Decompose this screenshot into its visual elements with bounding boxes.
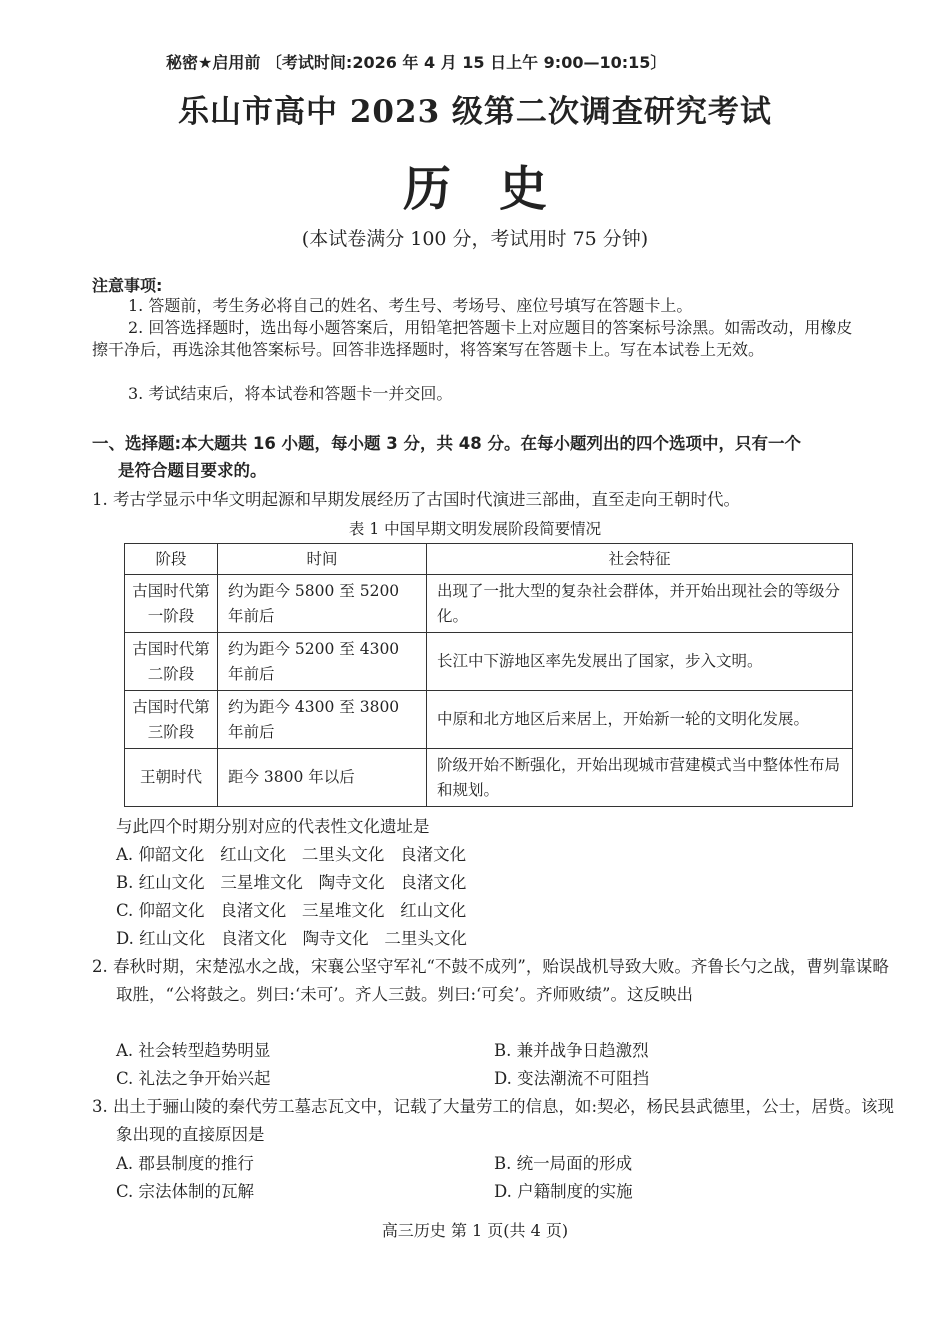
q3-option-a: A. 郡县制度的推行	[116, 1154, 254, 1173]
q2-stem: 2. 春秋时期，宋楚泓水之战，宋襄公坚守军礼“不鼓不成列”，贻误战机导致大败。齐鲁长勺之战，曹刿靠谋略取胜，“公将鼓之。刿曰:‘未可’。齐人三鼓。刿曰:‘可矣’。齐师败绩”。这反映出	[92, 957, 889, 1004]
table-row	[125, 633, 853, 691]
q1-stem: 1. 考古学显示中华文明起源和早期发展经历了古国时代演进三部曲，直至走向王朝时代。	[92, 490, 740, 509]
table-header-stage: 阶段	[125, 544, 218, 575]
q2-option-a: A. 社会转型趋势明显	[116, 1041, 271, 1060]
table-cell-time: 约为距今 4300 至 3800 年前后	[218, 691, 427, 749]
note-item-1: 1. 答题前，考生务必将自己的姓名、考生号、考场号、座位号填写在答题卡上。	[128, 296, 693, 315]
q1-option-d: D. 红山文化 良渚文化 陶寺文化 二里头文化	[116, 929, 467, 948]
table-cell-stage: 王朝时代	[125, 749, 218, 807]
table-row	[125, 575, 853, 633]
section-heading	[92, 430, 872, 484]
subject-title: 历史	[402, 161, 595, 217]
table-cell-time: 约为距今 5800 至 5200 年前后	[218, 575, 427, 633]
table-cell-feature: 阶级开始不断强化，开始出现城市营建模式当中整体性布局和规划。	[427, 749, 853, 807]
table-row	[125, 749, 853, 807]
q1-option-b: B. 红山文化 三星堆文化 陶寺文化 良渚文化	[116, 873, 467, 892]
table-cell-time: 距今 3800 年以后	[218, 749, 427, 807]
table-cell-feature: 出现了一批大型的复杂社会群体，并开始出现社会的等级分化。	[427, 575, 853, 633]
table-cell-feature: 中原和北方地区后来居上，开始新一轮的文明化发展。	[427, 691, 853, 749]
table-cell-time: 约为距今 5200 至 4300 年前后	[218, 633, 427, 691]
table-cell-stage: 古国时代第三阶段	[125, 691, 218, 749]
stages-table	[124, 543, 853, 807]
q2-option-c: C. 礼法之争开始兴起	[116, 1069, 271, 1088]
q2-option-d: D. 变法潮流不可阻挡	[494, 1069, 650, 1088]
exam-title: 乐山市高中 2023 级第二次调查研究考试	[178, 94, 772, 130]
q3-option-c: C. 宗法体制的瓦解	[116, 1182, 255, 1201]
table-caption: 表 1 中国早期文明发展阶段简要情况	[348, 520, 602, 538]
table-cell-stage: 古国时代第二阶段	[125, 633, 218, 691]
note-item-3: 3. 考试结束后，将本试卷和答题卡一并交回。	[128, 384, 453, 403]
score-note: (本试卷满分 100 分，考试用时 75 分钟)	[301, 228, 649, 250]
q1-option-a: A. 仰韶文化 红山文化 二里头文化 良渚文化	[116, 845, 467, 864]
table-header-time: 时间	[218, 544, 427, 575]
q1-option-c: C. 仰韶文化 良渚文化 三星堆文化 红山文化	[116, 901, 467, 920]
exam-header: 秘密★启用前 〔考试时间:2026 年 4 月 15 日上午 9:00—10:15〕	[166, 53, 667, 72]
table-row	[125, 691, 853, 749]
note-item-2: 2. 回答选择题时，选出每小题答案后，用铅笔把答题卡上对应题目的答案标号涂黑。如需改动，用橡皮擦干净后，再选涂其他答案标号。回答非选择题时，将答案写在答题卡上。写在本试卷上无效。	[92, 318, 853, 359]
notes-title: 注意事项:	[92, 276, 163, 295]
page-footer: 高三历史 第 1 页(共 4 页)	[381, 1221, 569, 1240]
table-cell-stage: 古国时代第一阶段	[125, 575, 218, 633]
q3-option-d: D. 户籍制度的实施	[494, 1182, 633, 1201]
q3-stem: 3. 出土于骊山陵的秦代劳工墓志瓦文中，记载了大量劳工的信息，如:契必，杨民县武德里，公士，居赀。该现象出现的直接原因是	[92, 1097, 895, 1144]
table-cell-feature: 长江中下游地区率先发展出了国家，步入文明。	[427, 633, 853, 691]
q1-question: 与此四个时期分别对应的代表性文化遗址是	[116, 817, 430, 836]
table-header-feature: 社会特征	[427, 544, 853, 575]
section-heading-line1: 一、选择题:本大题共 16 小题，每小题 3 分，共 48 分。在每小题列出的四个选项中，只有一个	[92, 434, 801, 453]
table-header-row	[125, 544, 853, 575]
q3-option-b: B. 统一局面的形成	[494, 1154, 633, 1173]
q2-option-b: B. 兼并战争日趋激烈	[494, 1041, 649, 1060]
section-heading-line2: 是符合题目要求的。	[118, 461, 267, 480]
